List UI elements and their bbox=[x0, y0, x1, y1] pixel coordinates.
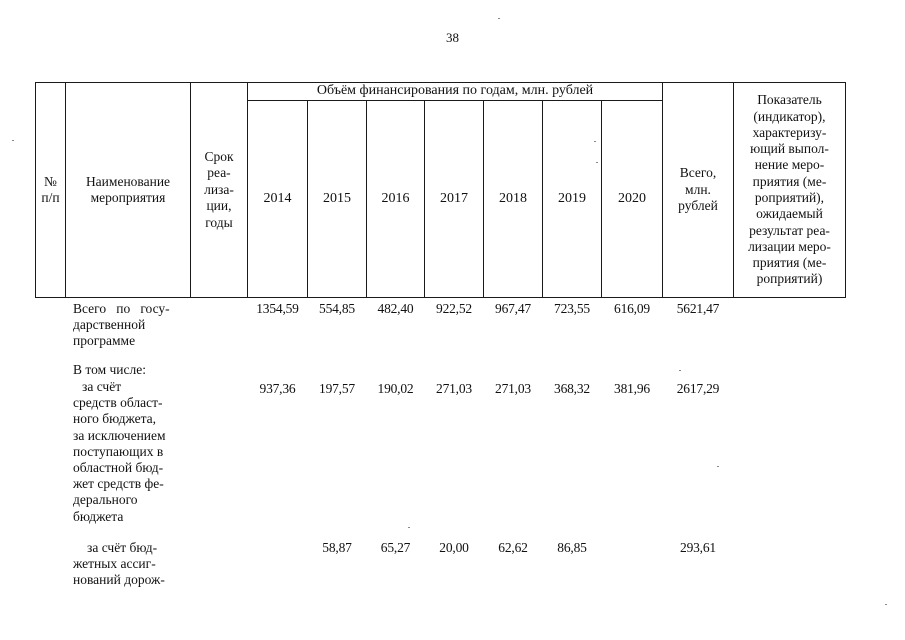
cell-2015: 554,85 bbox=[319, 301, 355, 316]
cell-total: 5621,47 bbox=[676, 301, 720, 316]
header-number: № п/п bbox=[41, 173, 60, 205]
scan-speck bbox=[885, 604, 887, 605]
row-name: за счёт средств област- ного бюджета, за исключением поступающих в областной бюд- жет средств фе- дерального бюджета bbox=[73, 379, 166, 524]
cell-2016: 65,27 bbox=[380, 540, 411, 555]
cell-2016: 482,40 bbox=[377, 301, 414, 316]
page-number: 38 bbox=[446, 30, 459, 45]
rule-v-right bbox=[845, 82, 846, 298]
cell-2020: 616,09 bbox=[614, 301, 650, 316]
cell-2017: 20,00 bbox=[439, 540, 469, 555]
scan-speck bbox=[594, 141, 596, 142]
scan-speck bbox=[717, 466, 719, 467]
header-year-2017: 2017 bbox=[440, 190, 468, 206]
cell-2019: 723,55 bbox=[554, 301, 590, 316]
header-year-2014: 2014 bbox=[263, 190, 292, 206]
header-year-2018: 2018 bbox=[499, 190, 527, 206]
cell-2019: 368,32 bbox=[554, 381, 590, 396]
cell-2015: 197,57 bbox=[319, 381, 355, 396]
rule-header-bottom bbox=[35, 297, 846, 298]
header-name: Наименование мероприятия bbox=[85, 173, 171, 205]
cell-2014: 1354,59 bbox=[256, 301, 299, 316]
cell-2016: 190,02 bbox=[377, 381, 414, 396]
cell-2018: 271,03 bbox=[495, 381, 531, 396]
scan-speck bbox=[596, 162, 598, 163]
cell-2018: 967,47 bbox=[495, 301, 531, 316]
cell-2018: 62,62 bbox=[498, 540, 528, 555]
cell-total: 293,61 bbox=[680, 540, 716, 555]
cell-2015: 58,87 bbox=[322, 540, 352, 555]
header-term: Срок реа- лиза- ции, годы bbox=[204, 148, 234, 230]
cell-total: 2617,29 bbox=[676, 381, 720, 396]
scan-speck bbox=[12, 140, 14, 141]
row-name: В том числе: bbox=[73, 362, 146, 377]
row-name: за счёт бюд- жетных ассиг- нований дорож- bbox=[73, 540, 165, 588]
cell-2019: 86,85 bbox=[557, 540, 587, 555]
row-name: Всего по госу- дарственной программе bbox=[73, 301, 170, 349]
header-indicator: Показатель (индикатор), характеризу- ющий выпол- нение меро- приятия (ме- роприятий), ожидаемый результат реа- лизации меро- приятия (ме- роприятий) bbox=[748, 92, 831, 287]
cell-2017: 271,03 bbox=[436, 381, 472, 396]
header-year-2015: 2015 bbox=[323, 190, 351, 206]
cell-2020: 381,96 bbox=[614, 381, 650, 396]
cell-2014: 937,36 bbox=[259, 381, 296, 396]
scan-speck bbox=[408, 527, 410, 528]
header-financing-group: Объём финансирования по годам, млн. рублей bbox=[316, 83, 594, 99]
header-year-2020: 2020 bbox=[618, 190, 646, 206]
cell-2017: 922,52 bbox=[436, 301, 472, 316]
header-total: Всего, млн. рублей bbox=[678, 165, 718, 214]
header-year-2016: 2016 bbox=[381, 190, 410, 206]
header-year-2019: 2019 bbox=[558, 190, 586, 206]
scan-speck bbox=[498, 18, 500, 19]
scan-speck bbox=[679, 370, 681, 371]
